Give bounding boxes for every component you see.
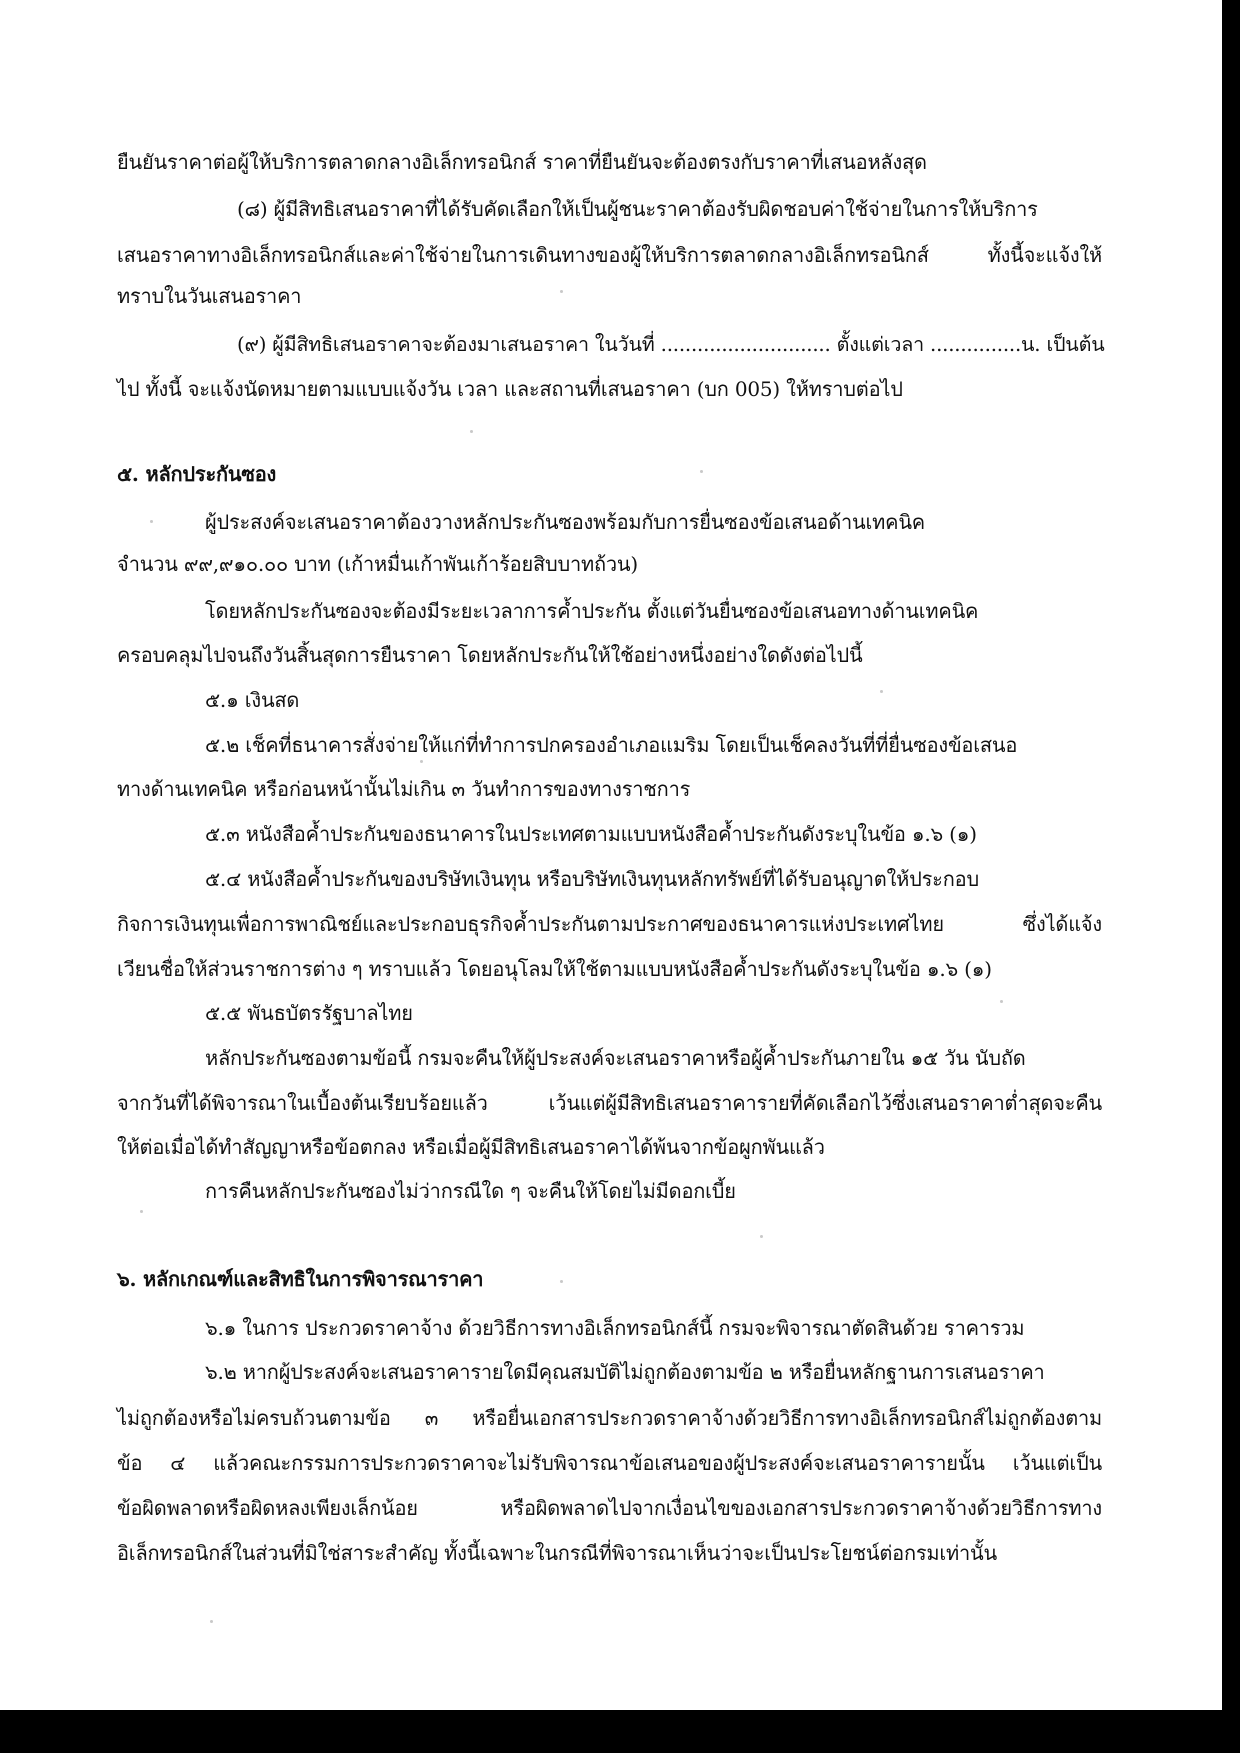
text-line: ๖.๑ ในการ ประกวดราคาจ้าง ด้วยวิธีการทางอิเล็กทรอนิกส์นี้ กรมจะพิจารณาตัดสินด้วย ราคารวม: [205, 1316, 1025, 1340]
text-line: ๕.๑ เงินสด: [205, 688, 300, 712]
text-line: ไป ทั้งนี้ จะแจ้งนัดหมายตามแบบแจ้งวัน เวลา และสถานที่เสนอราคา (บก 005) ให้ทราบต่อไป: [117, 377, 903, 401]
text-line: ผู้ประสงค์จะเสนอราคาต้องวางหลักประกันซองพร้อมกับการยื่นซองข้อเสนอด้านเทคนิค: [205, 510, 925, 534]
text-line: เวียนชื่อให้ส่วนราชการต่าง ๆ ทราบแล้ว โดยอนุโลมให้ใช้ตามแบบหนังสือค้ำประกันดังระบุในข้อ ๑.๖ (๑): [117, 957, 992, 981]
text-line: (๙) ผู้มีสิทธิเสนอราคาจะต้องมาเสนอราคา ในวันที่ ............................ ตั้งแต่เวลา ...............น. เป็นต้น: [237, 333, 1105, 356]
scan-border-bottom: [0, 1710, 1240, 1753]
text-line: ๕.๒ เช็คที่ธนาคารสั่งจ่ายให้แก่ที่ทำการปกครองอำเภอแมริม โดยเป็นเช็คลงวันที่ที่ยื่นซองข้อเสนอ: [205, 733, 1018, 757]
text-line: จำนวน ๙๙,๙๑๐.๐๐ บาท (เก้าหมื่นเก้าพันเก้าร้อยสิบบาทถ้วน): [117, 552, 639, 576]
text-line: ทางด้านเทคนิค หรือก่อนหน้านั้นไม่เกิน ๓ วันทำการของทางราชการ: [117, 777, 691, 801]
scan-speckle: [150, 520, 153, 523]
text-line: ๕.๕ พันธบัตรรัฐบาลไทย: [205, 1001, 413, 1025]
scan-speckle: [470, 430, 473, 433]
text-line: ๕.๓ หนังสือค้ำประกันของธนาคารในประเทศตามแบบหนังสือค้ำประกันดังระบุในข้อ ๑.๖ (๑): [205, 822, 977, 846]
text-line: (๘) ผู้มีสิทธิเสนอราคาที่ได้รับคัดเลือกให้เป็นผู้ชนะราคาต้องรับผิดชอบค่าใช้จ่ายในการให้บริการ: [237, 197, 1038, 221]
text-line: อิเล็กทรอนิกส์ในส่วนที่มิใช่สาระสำคัญ ทั้งนี้เฉพาะในกรณีที่พิจารณาเห็นว่าจะเป็นประโยชน์ต่อกรมเท่านั้น: [117, 1541, 997, 1565]
scan-speckle: [560, 290, 563, 293]
text-line: ไม่ถูกต้องหรือไม่ครบถ้วนตามข้อ ๓ หรือยื่นเอกสารประกวดราคาจ้างด้วยวิธีการทางอิเล็กทรอนิกส์ไม่ถูกต้องตาม: [117, 1406, 1102, 1430]
scan-speckle: [1000, 1000, 1003, 1003]
text-line: เสนอราคาทางอิเล็กทรอนิกส์และค่าใช้จ่ายในการเดินทางของผู้ให้บริการตลาดกลางอิเล็กทรอนิกส์ ทั้งนี้จะแจ้งให้: [117, 243, 1102, 267]
text-line: การคืนหลักประกันซองไม่ว่ากรณีใด ๆ จะคืนให้โดยไม่มีดอกเบี้ย: [205, 1179, 736, 1203]
text-line: ยืนยันราคาต่อผู้ให้บริการตลาดกลางอิเล็กทรอนิกส์ ราคาที่ยืนยันจะต้องตรงกับราคาที่เสนอหลังสุด: [117, 150, 927, 174]
scan-speckle: [560, 1280, 563, 1283]
scan-speckle: [700, 470, 703, 473]
scan-speckle: [760, 1235, 763, 1238]
scan-speckle: [420, 760, 423, 763]
text-line: ข้อผิดพลาดหรือผิดหลงเพียงเล็กน้อย หรือผิดพลาดไปจากเงื่อนไขของเอกสารประกวดราคาจ้างด้วยวิธีการทาง: [117, 1496, 1102, 1520]
text-line: ๕.๔ หนังสือค้ำประกันของบริษัทเงินทุน หรือบริษัทเงินทุนหลักทรัพย์ที่ได้รับอนุญาตให้ประกอบ: [205, 867, 979, 891]
scan-border-right: [1222, 0, 1240, 1753]
scan-speckle: [880, 690, 883, 693]
scan-speckle: [140, 1210, 143, 1213]
text-line: ให้ต่อเมื่อได้ทำสัญญาหรือข้อตกลง หรือเมื่อผู้มีสิทธิเสนอราคาได้พ้นจากข้อผูกพันแล้ว: [117, 1135, 825, 1159]
text-line: ทราบในวันเสนอราคา: [117, 284, 302, 308]
text-line: ข้อ ๔ แล้วคณะกรรมการประกวดราคาจะไม่รับพิจารณาข้อเสนอของผู้ประสงค์จะเสนอราคารายนั้น เว้นแต่เป็น: [117, 1451, 1102, 1475]
scan-speckle: [210, 1620, 213, 1623]
text-line: โดยหลักประกันซองจะต้องมีระยะเวลาการค้ำประกัน ตั้งแต่วันยื่นซองข้อเสนอทางด้านเทคนิค: [205, 599, 979, 623]
text-line: กิจการเงินทุนเพื่อการพาณิชย์และประกอบธุรกิจค้ำประกันตามประกาศของธนาคารแห่งประเทศไทย ซึ่งได้แจ้ง: [117, 912, 1102, 936]
text-line: ๖.๒ หากผู้ประสงค์จะเสนอราคารายใดมีคุณสมบัติไม่ถูกต้องตามข้อ ๒ หรือยื่นหลักฐานการเสนอราคา: [205, 1360, 1045, 1384]
section-heading: ๖. หลักเกณฑ์และสิทธิในการพิจารณาราคา: [117, 1267, 484, 1291]
text-line: ครอบคลุมไปจนถึงวันสิ้นสุดการยืนราคา โดยหลักประกันให้ใช้อย่างหนึ่งอย่างใดดังต่อไปนี้: [117, 643, 863, 667]
text-line: จากวันที่ได้พิจารณาในเบื้องต้นเรียบร้อยแล้ว เว้นแต่ผู้มีสิทธิเสนอราคารายที่คัดเลือกไว้ซึ่งเสนอราคาต่ำสุดจะคืน: [117, 1091, 1102, 1115]
text-line: หลักประกันซองตามข้อนี้ กรมจะคืนให้ผู้ประสงค์จะเสนอราคาหรือผู้ค้ำประกันภายใน ๑๕ วัน นับถัด: [205, 1046, 1026, 1070]
section-heading: ๕. หลักประกันซอง: [117, 462, 277, 486]
